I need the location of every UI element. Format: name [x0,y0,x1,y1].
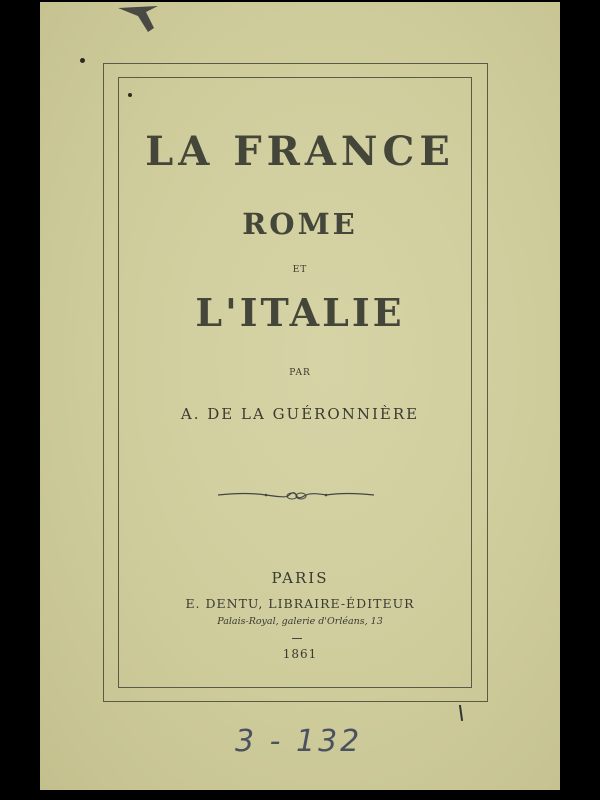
title-line-1: LA FRANCE [145,128,455,175]
year: 1861 [282,647,318,661]
author: A. DE LA GUÉRONNIÈRE [180,405,420,423]
ink-spot [80,58,85,63]
publisher-address: Palais-Royal, galerie d'Orléans, 13 [217,616,383,627]
title-line-2: ROME [242,207,358,241]
title-line-3: L'ITALIE [195,290,405,335]
by-label: PAR [289,368,311,378]
city: PARIS [271,569,329,587]
separator-dash [292,638,302,639]
book-cover [40,2,560,790]
ink-stain [118,6,178,36]
conjunction: ET [292,265,308,275]
ornament-divider-icon [216,486,376,504]
handwritten-catalog-number: 3 - 132 [235,724,363,759]
pencil-mark [459,705,463,721]
publisher: E. DENTU, LIBRAIRE-ÉDITEUR [185,596,415,611]
